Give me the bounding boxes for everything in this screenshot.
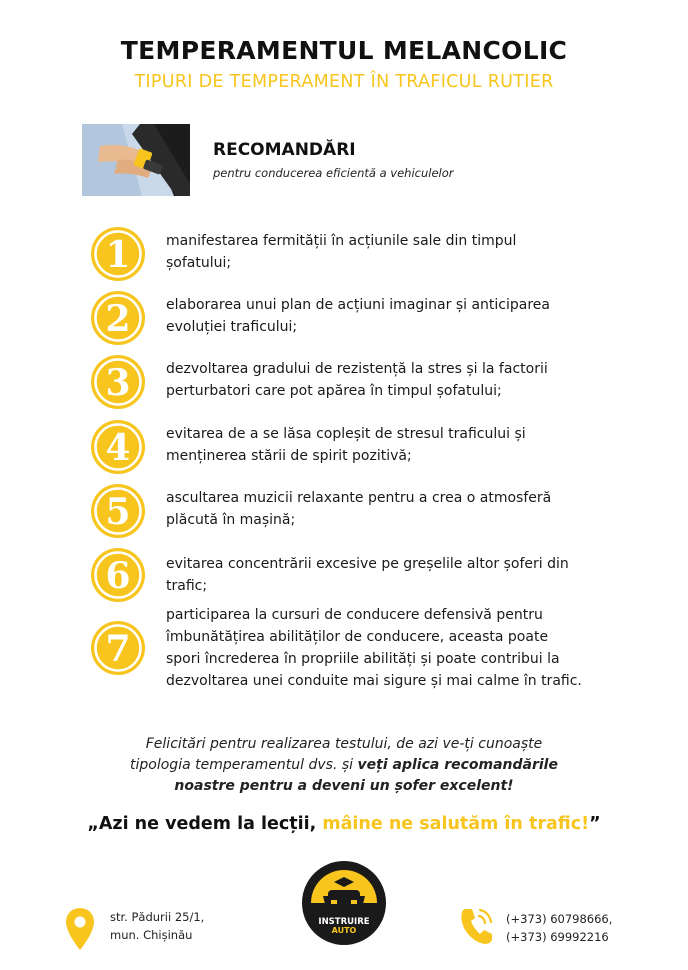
- recommendation-text-line: evoluției traficului;: [166, 319, 298, 335]
- number-badge-icon: [90, 620, 146, 676]
- recommendation-text-line: evitarea concentrării excesive pe greșelile altor șoferi din: [166, 556, 569, 572]
- recommendation-item: [90, 226, 650, 286]
- phone-number-2: (+373) 69992216: [506, 930, 609, 944]
- congrats-line-1: Felicitări pentru realizarea testului, de azi ve-ți cunoaște: [145, 736, 543, 752]
- quote-part-1: „Azi ne vedem la lecții,: [87, 814, 323, 834]
- recommendation-item: [90, 483, 650, 543]
- recommendation-text: [166, 604, 648, 692]
- address: [110, 908, 204, 944]
- number-badge-label: 5: [105, 491, 131, 533]
- recommendations-subtitle: pentru conducerea eficientă a vehiculelor: [213, 166, 454, 180]
- number-badge-icon: [90, 226, 146, 282]
- logo-text-line-1: INSTRUIRE: [318, 917, 370, 927]
- recommendation-text-line: spori încrederea în propriile abilități și poate contribui la: [166, 651, 560, 667]
- recommendation-text-line: dezvoltarea gradului de rezistență la stres și la factorii: [166, 361, 548, 377]
- recommendation-text: [166, 553, 648, 597]
- number-badge-label: 1: [105, 234, 131, 276]
- page-title: TEMPERAMENTUL MELANCOLIC: [120, 36, 568, 65]
- quote-part-2: mâine ne salutăm în trafic!: [322, 814, 590, 834]
- recommendation-item: [90, 607, 650, 689]
- number-badge-label: 7: [105, 628, 131, 670]
- logo-text-line-2: AUTO: [331, 926, 357, 935]
- recommendation-text-line: șofatului;: [166, 255, 232, 271]
- congrats-text: [84, 734, 604, 797]
- number-badge-icon: [90, 354, 146, 410]
- recommendation-text-line: participarea la cursuri de conducere defensivă pentru: [166, 607, 543, 623]
- number-badge-icon: [90, 290, 146, 346]
- address-line-2: mun. Chișinău: [110, 928, 193, 942]
- slogan-quote: [0, 814, 688, 834]
- quote-part-3: ”: [589, 814, 601, 834]
- recommendations-title: RECOMANDĂRI: [213, 140, 356, 160]
- congrats-line-2: [84, 755, 604, 776]
- recommendation-text-line: trafic;: [166, 578, 208, 594]
- number-badge-icon: [90, 483, 146, 539]
- recommendation-text-line: ascultarea muzicii relaxante pentru a crea o atmosferă: [166, 490, 552, 506]
- recommendation-text: [166, 230, 648, 274]
- recommendation-text-line: menținerea stării de spirit pozitivă;: [166, 448, 412, 464]
- number-badge-icon: [90, 419, 146, 475]
- recommendation-item: [90, 354, 650, 414]
- recommendation-text-line: perturbatori care pot apărea în timpul șofatului;: [166, 383, 502, 399]
- congrats-line-2-bold: veți aplica recomandările: [357, 757, 558, 773]
- recommendation-text-line: dezvoltarea unei conduite mai sigure și mai calme în trafic.: [166, 673, 582, 689]
- recommendation-text-line: elaborarea unui plan de acțiuni imaginar și anticiparea: [166, 297, 550, 313]
- page-subtitle: TIPURI DE TEMPERAMENT ÎN TRAFICUL RUTIER: [134, 72, 554, 92]
- recommendation-text-line: îmbunătățirea abilităților de conducere, aceasta poate: [166, 629, 549, 645]
- recommendation-text-line: plăcută în mașină;: [166, 512, 296, 528]
- number-badge-label: 6: [105, 555, 131, 597]
- congrats-line-3: [84, 776, 604, 797]
- recommendation-item: [90, 547, 650, 607]
- address-line-1: str. Pădurii 25/1,: [110, 910, 205, 924]
- recommendation-item: [90, 290, 650, 350]
- recommendation-item: [90, 419, 650, 479]
- congrats-line-3-bold: noastre pentru a deveni un șofer excelent!: [174, 778, 514, 794]
- recommendation-text: [166, 358, 648, 402]
- recommendation-text-line: evitarea de a se lăsa copleșit de stresul traficului și: [166, 426, 526, 442]
- recommendation-text: [166, 423, 648, 467]
- recommendation-text: [166, 294, 648, 338]
- phone-numbers: [506, 910, 612, 946]
- number-badge-label: 2: [105, 298, 131, 340]
- seatbelt-image: [82, 124, 190, 196]
- map-pin-icon: [64, 906, 96, 952]
- congrats-line-2-plain: tipologia temperamentul dvs. și: [130, 757, 358, 773]
- phone-number-1: (+373) 60798666,: [506, 912, 613, 926]
- recommendation-text: [166, 487, 648, 531]
- phone-icon: [458, 906, 494, 946]
- number-badge-label: 4: [105, 427, 131, 469]
- recommendation-text-line: manifestarea fermității în acțiunile sale din timpul: [166, 233, 517, 249]
- number-badge-label: 3: [105, 362, 131, 404]
- instruire-auto-logo: [301, 860, 387, 946]
- number-badge-icon: [90, 547, 146, 603]
